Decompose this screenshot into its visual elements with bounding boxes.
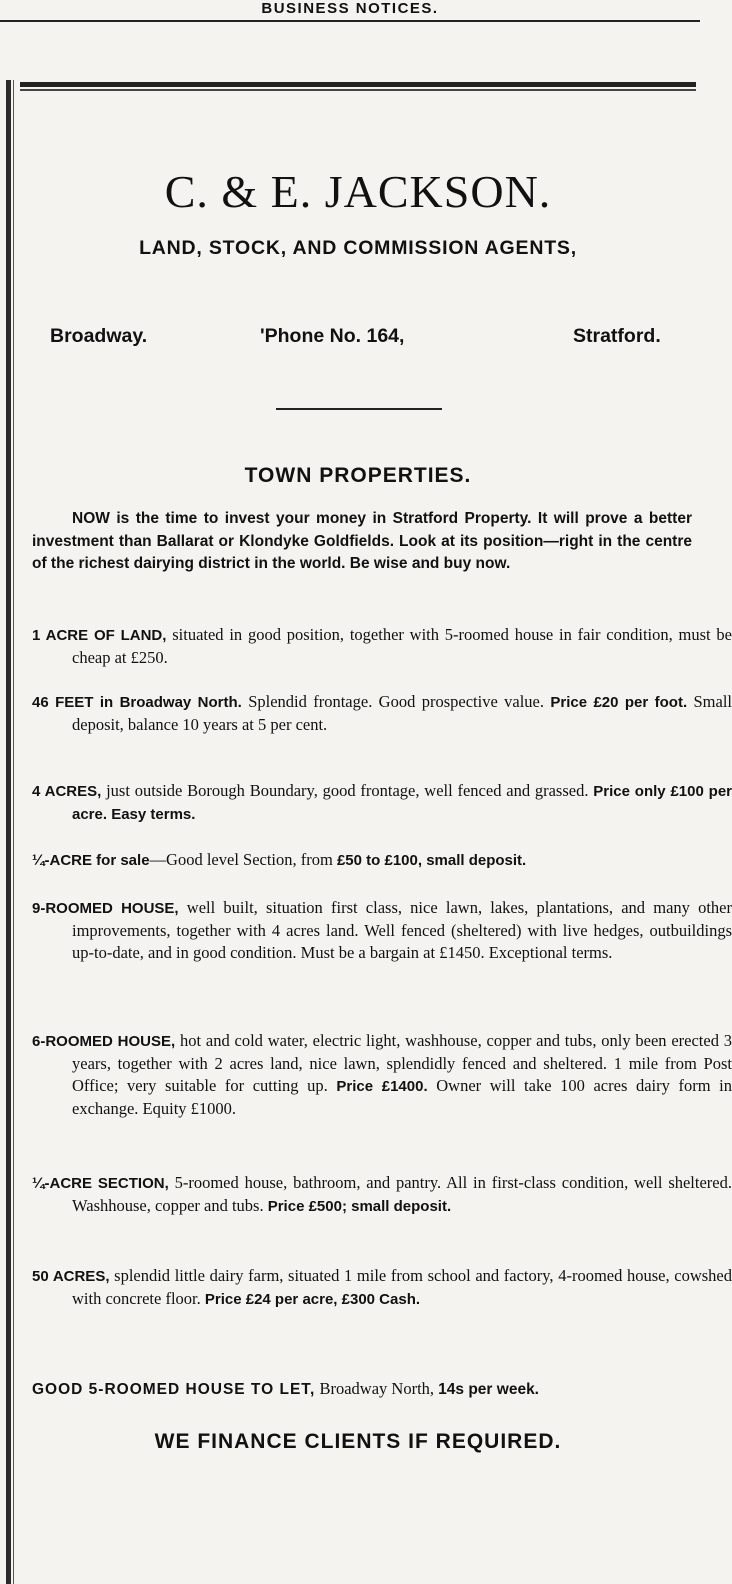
to-let-rent: 14s per week. bbox=[438, 1381, 539, 1398]
listing-lead: 46 FEET in Broadway North. bbox=[32, 694, 242, 711]
listing-price: Price £24 per acre, £300 Cash. bbox=[204, 1291, 421, 1308]
listing-46-feet bbox=[32, 691, 732, 736]
listing-quarter-acre bbox=[32, 849, 692, 872]
listing-text: Splendid frontage. Good prospective value. bbox=[241, 692, 551, 711]
listing-price: Price only £100 per acre. Easy terms. bbox=[72, 783, 732, 823]
listing-lead: 6-ROOMED HOUSE, bbox=[32, 1033, 176, 1050]
listing-price: £50 to £100, small deposit. bbox=[336, 852, 527, 869]
listing-9-roomed-house bbox=[32, 897, 732, 964]
to-let-text: Broadway North, bbox=[315, 1379, 439, 1398]
section-title: TOWN PROPERTIES. bbox=[244, 464, 472, 487]
listing-1-acre bbox=[32, 624, 732, 669]
column-border-inner bbox=[13, 80, 14, 1584]
listing-50-acres bbox=[32, 1265, 732, 1311]
to-let-lead: GOOD 5-ROOMED HOUSE TO LET, bbox=[32, 1381, 316, 1398]
listing-text: well built, situation first class, nice lawn, lakes, plantations, and many other improvements, together with 4 acres land. Well fenced (sheltered) with live hedges, outbuildings up-to-date, and in good condition. Must be a bargain at £1450. Exceptional terms. bbox=[72, 898, 732, 962]
listing-text: 5-roomed house, bathroom, and pantry. All in first-class condition, well sheltered. Washhouse, copper and tubs. bbox=[72, 1173, 732, 1215]
listing-text: —Good level Section, from bbox=[149, 850, 337, 869]
listing-lead: 4 ACRES, bbox=[32, 783, 102, 800]
intro-text: NOW is the time to invest your money in Stratford Property. It will prove a better investment than Ballarat or Klondyke Goldfields. Look at its position—right in the centre of the richest dairying district in the world. Be wise and buy now. bbox=[32, 510, 692, 572]
listing-price: Price £1400. bbox=[336, 1078, 428, 1095]
ad-top-rule-thin bbox=[20, 89, 696, 91]
divider-rule bbox=[276, 408, 442, 410]
listing-4-acres bbox=[32, 780, 732, 826]
to-let-notice bbox=[32, 1377, 692, 1402]
listing-price: Price £20 per foot. bbox=[550, 694, 688, 711]
address-left: Broadway. bbox=[50, 325, 148, 347]
listing-text: just outside Borough Boundary, good frontage, well fenced and grassed. bbox=[101, 781, 594, 800]
address-right: Stratford. bbox=[573, 325, 661, 347]
listing-lead: 9-ROOMED HOUSE, bbox=[32, 900, 179, 917]
firm-name: C. & E. JACKSON. bbox=[164, 166, 552, 217]
phone-number: 'Phone No. 164, bbox=[260, 325, 405, 347]
finance-notice: WE FINANCE CLIENTS IF REQUIRED. bbox=[154, 1430, 562, 1453]
listing-lead: 50 ACRES, bbox=[32, 1268, 110, 1285]
ad-top-rule bbox=[20, 82, 696, 87]
listing-text: hot and cold water, electric light, washhouse, copper and tubs, only been erected 3 years, together with 2 acres land, nice lawn, splendidly fenced and sheltered. 1 mile from Post Office; very suitable for cutting up. bbox=[72, 1031, 732, 1095]
listing-text-2: Small deposit, balance 10 years at 5 per cent. bbox=[72, 692, 732, 734]
firm-tagline: LAND, STOCK, AND COMMISSION AGENTS, bbox=[139, 237, 577, 259]
listing-lead: ¼-ACRE for sale bbox=[32, 852, 150, 869]
intro-paragraph bbox=[32, 508, 692, 576]
section-header: BUSINESS NOTICES. bbox=[261, 0, 439, 17]
listing-price: Price £500; small deposit. bbox=[267, 1198, 452, 1215]
listing-quarter-acre-section bbox=[32, 1172, 732, 1218]
listing-lead: 1 ACRE OF LAND, bbox=[32, 627, 167, 644]
listing-text: situated in good position, together with 5-roomed house in fair condition, must be cheap at £250. bbox=[72, 625, 732, 667]
listing-6-roomed-house bbox=[32, 1030, 732, 1120]
column-border bbox=[6, 80, 11, 1584]
listing-text: splendid little dairy farm, situated 1 mile from school and factory, 4-roomed house, cowshed with concrete floor. bbox=[72, 1266, 732, 1308]
listing-text-2: Owner will take 100 acres dairy form in exchange. Equity £1000. bbox=[72, 1076, 732, 1118]
header-rule bbox=[0, 20, 700, 22]
listing-lead: ¼-ACRE SECTION, bbox=[32, 1175, 169, 1192]
